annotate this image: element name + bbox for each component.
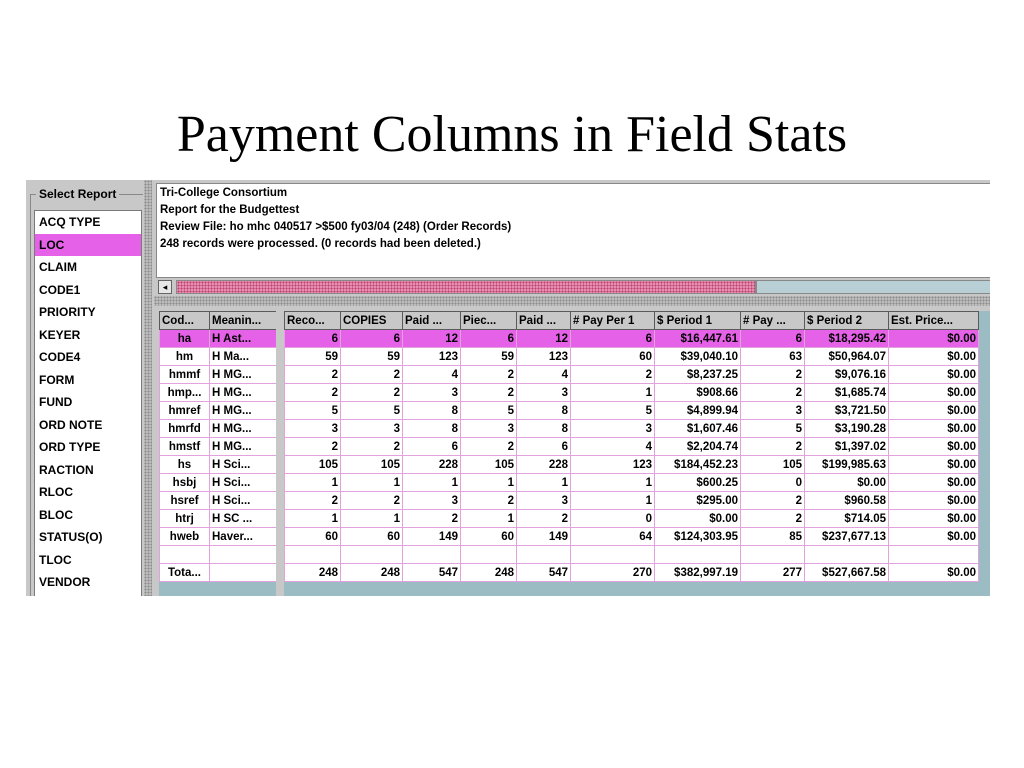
- meaning-cell: [210, 546, 277, 564]
- table-row[interactable]: [160, 384, 277, 402]
- table-cell: 59: [285, 348, 341, 366]
- table-cell: 3: [285, 420, 341, 438]
- table-cell: 2: [285, 438, 341, 456]
- table-cell: [403, 546, 461, 564]
- table-cell: $124,303.95: [655, 528, 741, 546]
- table-cell: 60: [461, 528, 517, 546]
- table-cell: $9,076.16: [805, 366, 889, 384]
- table-cell: 60: [341, 528, 403, 546]
- scroll-thumb[interactable]: [176, 280, 756, 294]
- code-cell: hmref: [160, 402, 210, 420]
- table-cell: 2: [403, 510, 461, 528]
- table-cell: $18,295.42: [805, 330, 889, 348]
- scroll-track[interactable]: [756, 280, 990, 294]
- table-cell: 123: [571, 456, 655, 474]
- column-header[interactable]: COPIES: [341, 312, 403, 330]
- table-cell: 2: [341, 366, 403, 384]
- table-cell: $0.00: [889, 510, 979, 528]
- table-cell: $0.00: [889, 366, 979, 384]
- table-cell: 228: [517, 456, 571, 474]
- table-cell: 1: [285, 474, 341, 492]
- table-row[interactable]: [160, 528, 277, 546]
- table-cell: $184,452.23: [655, 456, 741, 474]
- table-cell: 105: [461, 456, 517, 474]
- table-cell: 12: [403, 330, 461, 348]
- table-cell: 1: [461, 510, 517, 528]
- table-cell: $908.66: [655, 384, 741, 402]
- table-cell: 8: [403, 402, 461, 420]
- select-report-legend: Select Report: [36, 187, 119, 201]
- column-header-code[interactable]: Cod...: [160, 312, 210, 330]
- report-item-raction[interactable]: RACTION: [39, 462, 94, 477]
- code-table: [159, 311, 277, 582]
- header-line-consortium: Tri-College Consortium: [160, 187, 288, 199]
- table-cell: 2: [741, 492, 805, 510]
- table-cell: 2: [461, 438, 517, 456]
- table-row[interactable]: [160, 330, 277, 348]
- table-cell: 2: [461, 366, 517, 384]
- table-row[interactable]: [285, 438, 979, 456]
- table-row[interactable]: [160, 438, 277, 456]
- meaning-cell: H Sci...: [210, 474, 277, 492]
- table-cell: 0: [741, 474, 805, 492]
- table-cell: [285, 546, 341, 564]
- table-cell: 1: [461, 474, 517, 492]
- table-cell: $0.00: [889, 492, 979, 510]
- table-cell: 3: [517, 492, 571, 510]
- code-cell: hmstf: [160, 438, 210, 456]
- table-cell: 8: [403, 420, 461, 438]
- code-cell: hmp...: [160, 384, 210, 402]
- report-item-ord-note[interactable]: ORD NOTE: [39, 417, 103, 432]
- table-cell: 6: [741, 330, 805, 348]
- table-row[interactable]: [285, 564, 979, 582]
- table-cell: 5: [285, 402, 341, 420]
- report-item-claim[interactable]: CLAIM: [39, 260, 77, 274]
- table-cell: $0.00: [889, 564, 979, 582]
- table-cell: $4,899.94: [655, 402, 741, 420]
- code-table-pane: [159, 311, 276, 596]
- report-item-code1[interactable]: CODE1: [39, 282, 81, 297]
- table-cell: 2: [461, 492, 517, 510]
- table-row[interactable]: [285, 420, 979, 438]
- table-cell: $295.00: [655, 492, 741, 510]
- table-cell: 60: [571, 348, 655, 366]
- table-row[interactable]: [160, 366, 277, 384]
- table-cell: [741, 546, 805, 564]
- code-cell: hs: [160, 456, 210, 474]
- table-row[interactable]: [285, 348, 979, 366]
- column-header[interactable]: Est. Price...: [889, 312, 979, 330]
- column-header-meaning[interactable]: Meanin...: [210, 312, 277, 330]
- code-cell: hsbj: [160, 474, 210, 492]
- report-item-keyer[interactable]: KEYER: [39, 327, 81, 342]
- table-cell: $0.00: [889, 402, 979, 420]
- table-row[interactable]: [285, 546, 979, 564]
- table-cell: 2: [285, 384, 341, 402]
- table-row[interactable]: [285, 384, 979, 402]
- table-row[interactable]: [160, 402, 277, 420]
- table-cell: $382,997.19: [655, 564, 741, 582]
- code-cell: [160, 546, 210, 564]
- table-cell: $527,667.58: [805, 564, 889, 582]
- table-cell: $960.58: [805, 492, 889, 510]
- table-cell: 63: [741, 348, 805, 366]
- report-item-tloc[interactable]: TLOC: [39, 552, 72, 567]
- table-cell: 2: [741, 366, 805, 384]
- report-item-bloc[interactable]: BLOC: [39, 507, 73, 522]
- stats-table-pane: [284, 311, 990, 596]
- table-cell: [889, 546, 979, 564]
- pane-splitter[interactable]: [154, 296, 990, 306]
- table-cell: 2: [741, 384, 805, 402]
- table-cell: 248: [461, 564, 517, 582]
- column-header[interactable]: # Pay Per 1: [571, 312, 655, 330]
- table-cell: $1,397.02: [805, 438, 889, 456]
- table-cell: $50,964.07: [805, 348, 889, 366]
- table-cell: 2: [285, 366, 341, 384]
- table-cell: 2: [741, 438, 805, 456]
- table-cell: 5: [341, 402, 403, 420]
- table-cell: $0.00: [655, 510, 741, 528]
- table-cell: 3: [571, 420, 655, 438]
- table-cell: $199,985.63: [805, 456, 889, 474]
- meaning-cell: H MG...: [210, 420, 277, 438]
- table-cell: 248: [341, 564, 403, 582]
- table-cell: $39,040.10: [655, 348, 741, 366]
- table-cell: 2: [341, 384, 403, 402]
- table-cell: $3,190.28: [805, 420, 889, 438]
- report-item-loc[interactable]: LOC: [35, 234, 141, 257]
- table-row[interactable]: [285, 474, 979, 492]
- report-item-fund[interactable]: FUND: [39, 395, 73, 409]
- report-item-acq-type[interactable]: ACQ TYPE: [39, 215, 101, 229]
- table-cell: $0.00: [889, 474, 979, 492]
- table-cell: 3: [403, 384, 461, 402]
- code-cell: hsref: [160, 492, 210, 510]
- table-cell: 3: [403, 492, 461, 510]
- table-cell: 2: [341, 438, 403, 456]
- table-cell: 4: [403, 366, 461, 384]
- table-cell: $0.00: [805, 474, 889, 492]
- table-cell: 1: [341, 474, 403, 492]
- table-cell: 59: [341, 348, 403, 366]
- table-row[interactable]: [285, 492, 979, 510]
- code-cell: Tota...: [160, 564, 210, 582]
- table-cell: 3: [741, 402, 805, 420]
- report-item-vendor[interactable]: VENDOR: [39, 575, 91, 589]
- code-cell: hmmf: [160, 366, 210, 384]
- select-report-panel: [26, 180, 149, 596]
- table-cell: 6: [403, 438, 461, 456]
- meaning-cell: H SC ...: [210, 510, 277, 528]
- table-row[interactable]: [285, 402, 979, 420]
- table-cell: 5: [741, 420, 805, 438]
- table-cell: $0.00: [889, 420, 979, 438]
- table-row[interactable]: [285, 528, 979, 546]
- column-header[interactable]: Reco...: [285, 312, 341, 330]
- meaning-cell: H MG...: [210, 384, 277, 402]
- column-header[interactable]: Paid ...: [403, 312, 461, 330]
- meaning-cell: H Sci...: [210, 492, 277, 510]
- table-cell: 4: [517, 366, 571, 384]
- table-cell: [571, 546, 655, 564]
- table-cell: 123: [403, 348, 461, 366]
- report-item-priority[interactable]: PRIORITY: [39, 305, 96, 319]
- meaning-cell: [210, 564, 277, 582]
- table-cell: 8: [517, 420, 571, 438]
- table-cell: 59: [461, 348, 517, 366]
- table-cell: 6: [571, 330, 655, 348]
- table-separator: [276, 311, 284, 596]
- table-cell: $237,677.13: [805, 528, 889, 546]
- table-cell: $0.00: [889, 348, 979, 366]
- table-cell: $0.00: [889, 528, 979, 546]
- meaning-cell: H Ast...: [210, 330, 277, 348]
- header-line-report: Report for the Budgettest: [160, 204, 300, 216]
- table-cell: $0.00: [889, 438, 979, 456]
- column-header[interactable]: $ Period 2: [805, 312, 889, 330]
- table-row[interactable]: [160, 456, 277, 474]
- table-cell: $0.00: [889, 384, 979, 402]
- table-cell: 12: [517, 330, 571, 348]
- table-cell: 547: [517, 564, 571, 582]
- report-list[interactable]: [34, 210, 142, 596]
- column-header[interactable]: $ Period 1: [655, 312, 741, 330]
- code-cell: hm: [160, 348, 210, 366]
- report-header-text: [156, 183, 990, 278]
- table-cell: 2: [517, 510, 571, 528]
- column-header[interactable]: # Pay ...: [741, 312, 805, 330]
- field-stats-window: [26, 180, 990, 596]
- meaning-cell: H Ma...: [210, 348, 277, 366]
- table-cell: 1: [285, 510, 341, 528]
- meaning-cell: H MG...: [210, 366, 277, 384]
- scroll-left-arrow-icon[interactable]: ◂: [158, 280, 172, 294]
- meaning-cell: H MG...: [210, 438, 277, 456]
- table-cell: $3,721.50: [805, 402, 889, 420]
- table-cell: [341, 546, 403, 564]
- report-item-form[interactable]: FORM: [39, 372, 75, 387]
- table-row[interactable]: [160, 564, 277, 582]
- table-cell: 3: [461, 420, 517, 438]
- table-cell: 2: [341, 492, 403, 510]
- table-cell: 5: [571, 402, 655, 420]
- report-item-rloc[interactable]: RLOC: [39, 485, 73, 499]
- table-cell: 248: [285, 564, 341, 582]
- meaning-cell: Haver...: [210, 528, 277, 546]
- report-item-status-o[interactable]: STATUS(O): [39, 530, 103, 544]
- table-cell: [805, 546, 889, 564]
- table-cell: [655, 546, 741, 564]
- table-cell: 547: [403, 564, 461, 582]
- table-cell: 149: [517, 528, 571, 546]
- table-cell: $1,607.46: [655, 420, 741, 438]
- table-cell: 8: [517, 402, 571, 420]
- table-cell: 270: [571, 564, 655, 582]
- table-cell: $8,237.25: [655, 366, 741, 384]
- table-cell: 85: [741, 528, 805, 546]
- table-row[interactable]: [160, 348, 277, 366]
- table-cell: 6: [341, 330, 403, 348]
- table-cell: 4: [571, 438, 655, 456]
- table-cell: 123: [517, 348, 571, 366]
- meaning-cell: H Sci...: [210, 456, 277, 474]
- table-cell: [517, 546, 571, 564]
- table-row[interactable]: [285, 366, 979, 384]
- table-cell: 228: [403, 456, 461, 474]
- table-cell: 2: [285, 492, 341, 510]
- table-cell: 6: [517, 438, 571, 456]
- table-row[interactable]: [285, 456, 979, 474]
- table-cell: 1: [571, 474, 655, 492]
- table-cell: $0.00: [889, 456, 979, 474]
- table-cell: 1: [517, 474, 571, 492]
- table-cell: 1: [341, 510, 403, 528]
- table-cell: 277: [741, 564, 805, 582]
- meaning-cell: H MG...: [210, 402, 277, 420]
- table-cell: 149: [403, 528, 461, 546]
- table-cell: $2,204.74: [655, 438, 741, 456]
- report-item-code4[interactable]: CODE4: [39, 350, 81, 364]
- column-header[interactable]: Paid ...: [517, 312, 571, 330]
- table-cell: $600.25: [655, 474, 741, 492]
- code-cell: hmrfd: [160, 420, 210, 438]
- table-cell: $0.00: [889, 330, 979, 348]
- header-line-records: 248 records were processed. (0 records had been deleted.): [160, 238, 481, 250]
- column-header[interactable]: Piec...: [461, 312, 517, 330]
- slide-title: Payment Columns in Field Stats: [176, 106, 848, 163]
- table-row[interactable]: [285, 330, 979, 348]
- table-row[interactable]: [160, 510, 277, 528]
- table-cell: $16,447.61: [655, 330, 741, 348]
- table-cell: $1,685.74: [805, 384, 889, 402]
- table-cell: $714.05: [805, 510, 889, 528]
- table-cell: 2: [461, 384, 517, 402]
- table-cell: 6: [461, 330, 517, 348]
- table-cell: 3: [517, 384, 571, 402]
- code-cell: htrj: [160, 510, 210, 528]
- table-cell: 60: [285, 528, 341, 546]
- table-cell: 105: [741, 456, 805, 474]
- stats-table: [284, 311, 979, 582]
- table-cell: 105: [341, 456, 403, 474]
- table-cell: 0: [571, 510, 655, 528]
- table-row[interactable]: [160, 474, 277, 492]
- table-cell: 1: [571, 384, 655, 402]
- table-row[interactable]: [160, 420, 277, 438]
- horizontal-scrollbar[interactable]: [156, 279, 990, 293]
- code-cell: hweb: [160, 528, 210, 546]
- table-cell: 1: [403, 474, 461, 492]
- table-cell: 3: [341, 420, 403, 438]
- table-cell: 105: [285, 456, 341, 474]
- table-row[interactable]: [160, 546, 277, 564]
- table-row[interactable]: [285, 510, 979, 528]
- report-item-ord-type[interactable]: ORD TYPE: [39, 440, 101, 454]
- table-cell: 2: [741, 510, 805, 528]
- table-cell: 5: [461, 402, 517, 420]
- table-cell: 1: [571, 492, 655, 510]
- table-cell: [461, 546, 517, 564]
- table-cell: 6: [285, 330, 341, 348]
- header-line-review-file: Review File: ho mhc 040517 >$500 fy03/04 (248) (Order Records): [160, 221, 512, 233]
- table-cell: 64: [571, 528, 655, 546]
- table-cell: 2: [571, 366, 655, 384]
- panel-divider[interactable]: [144, 180, 152, 596]
- table-row[interactable]: [160, 492, 277, 510]
- code-cell: ha: [160, 330, 210, 348]
